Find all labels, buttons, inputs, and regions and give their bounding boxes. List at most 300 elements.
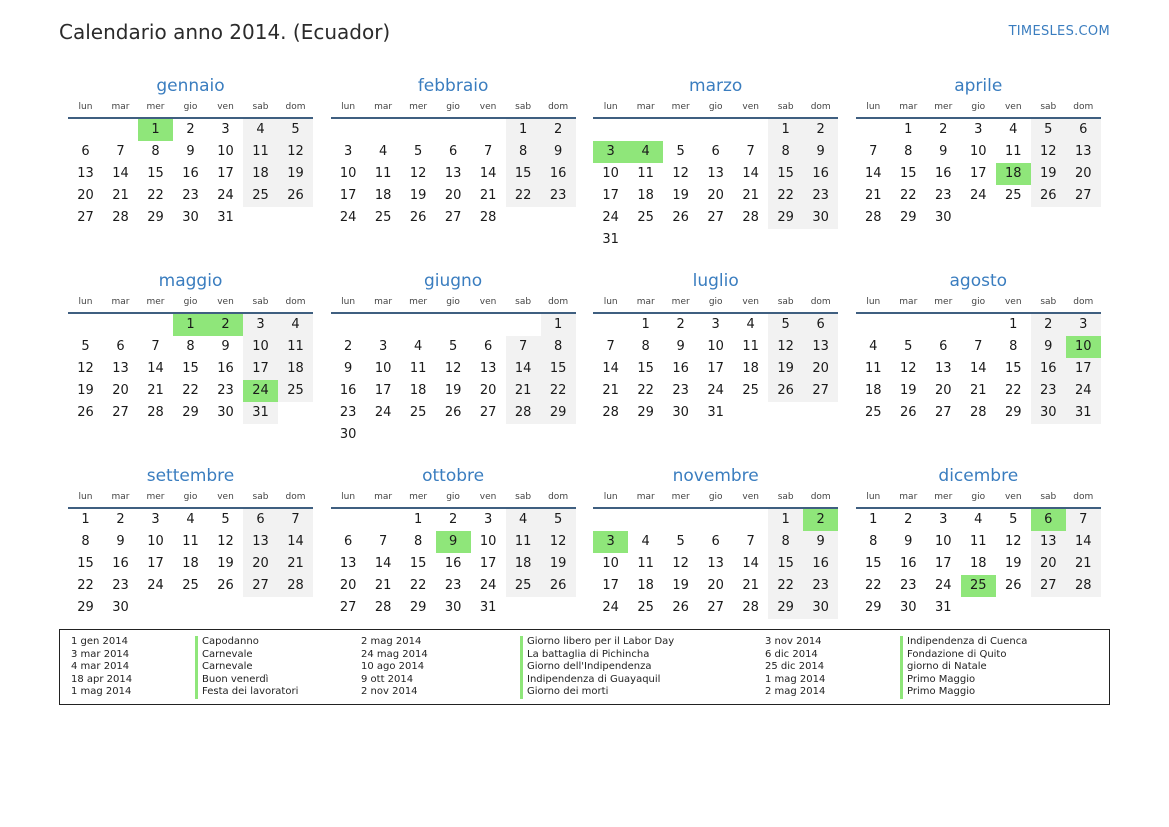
day-cell[interactable]: 11 bbox=[865, 361, 882, 376]
day-cell[interactable]: 7 bbox=[746, 144, 755, 159]
day-cell[interactable]: 24 bbox=[602, 210, 619, 225]
day-cell[interactable]: 5 bbox=[221, 512, 230, 527]
day-cell[interactable]: 30 bbox=[339, 427, 357, 442]
day-cell[interactable]: 8 bbox=[904, 144, 913, 159]
day-cell[interactable]: 6 bbox=[803, 314, 838, 336]
day-cell[interactable]: 26 bbox=[541, 575, 576, 597]
day-cell[interactable]: 22 bbox=[77, 578, 94, 593]
day-cell[interactable]: 12 bbox=[444, 361, 462, 376]
day-cell[interactable]: 5 bbox=[81, 339, 90, 354]
day-cell[interactable]: 23 bbox=[217, 383, 234, 398]
day-cell[interactable]: 24 bbox=[602, 600, 619, 615]
day-cell[interactable]: 27 bbox=[444, 210, 462, 225]
day-cell[interactable]: 15 bbox=[541, 358, 576, 380]
day-cell[interactable]: 20 bbox=[243, 553, 278, 575]
day-cell[interactable]: 22 bbox=[637, 383, 654, 398]
day-cell[interactable]: 3 bbox=[974, 122, 983, 137]
day-cell[interactable]: 3 bbox=[151, 512, 160, 527]
holiday-day-cell[interactable]: 4 bbox=[628, 141, 663, 163]
day-cell[interactable]: 3 bbox=[378, 339, 388, 354]
day-cell[interactable]: 7 bbox=[869, 144, 878, 159]
day-cell[interactable]: 3 bbox=[711, 317, 720, 332]
day-cell[interactable]: 11 bbox=[970, 534, 987, 549]
day-cell[interactable]: 29 bbox=[1005, 405, 1022, 420]
day-cell[interactable]: 20 bbox=[444, 188, 462, 203]
day-cell[interactable]: 12 bbox=[672, 556, 689, 571]
day-cell[interactable]: 9 bbox=[1031, 336, 1066, 358]
day-cell[interactable]: 23 bbox=[935, 188, 952, 203]
day-cell[interactable]: 4 bbox=[506, 509, 541, 531]
day-cell[interactable]: 30 bbox=[182, 210, 199, 225]
day-cell[interactable]: 26 bbox=[672, 210, 689, 225]
day-cell[interactable]: 2 bbox=[803, 119, 838, 141]
day-cell[interactable]: 14 bbox=[278, 531, 313, 553]
day-cell[interactable]: 15 bbox=[865, 556, 882, 571]
day-cell[interactable]: 15 bbox=[182, 361, 199, 376]
day-cell[interactable]: 31 bbox=[479, 600, 497, 615]
day-cell[interactable]: 20 bbox=[935, 383, 952, 398]
day-cell[interactable]: 25 bbox=[278, 380, 313, 402]
day-cell[interactable]: 29 bbox=[77, 600, 94, 615]
day-cell[interactable]: 7 bbox=[483, 144, 493, 159]
day-cell[interactable]: 3 bbox=[939, 512, 948, 527]
day-cell[interactable]: 1 bbox=[413, 512, 423, 527]
day-cell[interactable]: 10 bbox=[479, 534, 497, 549]
day-cell[interactable]: 16 bbox=[444, 556, 462, 571]
day-cell[interactable]: 26 bbox=[77, 405, 94, 420]
day-cell[interactable]: 31 bbox=[217, 210, 234, 225]
day-cell[interactable]: 23 bbox=[112, 578, 129, 593]
day-cell[interactable]: 22 bbox=[409, 578, 427, 593]
day-cell[interactable]: 4 bbox=[869, 339, 878, 354]
day-cell[interactable]: 12 bbox=[768, 336, 803, 358]
day-cell[interactable]: 11 bbox=[278, 336, 313, 358]
day-cell[interactable]: 10 bbox=[243, 336, 278, 358]
day-cell[interactable]: 30 bbox=[803, 597, 838, 619]
day-cell[interactable]: 17 bbox=[707, 361, 724, 376]
day-cell[interactable]: 19 bbox=[672, 578, 689, 593]
day-cell[interactable]: 16 bbox=[217, 361, 234, 376]
holiday-day-cell[interactable]: 1 bbox=[173, 314, 208, 336]
day-cell[interactable]: 29 bbox=[182, 405, 199, 420]
day-cell[interactable]: 12 bbox=[541, 531, 576, 553]
day-cell[interactable]: 7 bbox=[506, 336, 541, 358]
day-cell[interactable]: 2 bbox=[186, 122, 195, 137]
day-cell[interactable]: 11 bbox=[182, 534, 199, 549]
day-cell[interactable]: 9 bbox=[803, 141, 838, 163]
day-cell[interactable]: 7 bbox=[1066, 509, 1101, 531]
day-cell[interactable]: 25 bbox=[637, 600, 654, 615]
day-cell[interactable]: 4 bbox=[378, 144, 388, 159]
day-cell[interactable]: 22 bbox=[900, 188, 917, 203]
day-cell[interactable]: 13 bbox=[112, 361, 129, 376]
day-cell[interactable]: 11 bbox=[409, 361, 427, 376]
day-cell[interactable]: 16 bbox=[935, 166, 952, 181]
day-cell[interactable]: 30 bbox=[444, 600, 462, 615]
day-cell[interactable]: 7 bbox=[116, 144, 125, 159]
day-cell[interactable]: 24 bbox=[970, 188, 987, 203]
day-cell[interactable]: 10 bbox=[602, 556, 619, 571]
day-cell[interactable]: 27 bbox=[339, 600, 357, 615]
day-cell[interactable]: 1 bbox=[1009, 317, 1018, 332]
brand-link[interactable]: TIMESLES.COM bbox=[1008, 24, 1110, 39]
day-cell[interactable]: 26 bbox=[278, 185, 313, 207]
day-cell[interactable]: 13 bbox=[707, 166, 724, 181]
day-cell[interactable]: 7 bbox=[151, 339, 160, 354]
day-cell[interactable]: 21 bbox=[970, 383, 987, 398]
day-cell[interactable]: 2 bbox=[541, 119, 576, 141]
day-cell[interactable]: 14 bbox=[112, 166, 129, 181]
day-cell[interactable]: 27 bbox=[803, 380, 838, 402]
day-cell[interactable]: 1 bbox=[641, 317, 650, 332]
day-cell[interactable]: 30 bbox=[217, 405, 234, 420]
day-cell[interactable]: 27 bbox=[935, 405, 952, 420]
day-cell[interactable]: 16 bbox=[900, 556, 917, 571]
day-cell[interactable]: 19 bbox=[541, 553, 576, 575]
day-cell[interactable]: 4 bbox=[641, 534, 650, 549]
day-cell[interactable]: 23 bbox=[339, 405, 357, 420]
day-cell[interactable]: 24 bbox=[707, 383, 724, 398]
day-cell[interactable]: 22 bbox=[182, 383, 199, 398]
day-cell[interactable]: 29 bbox=[865, 600, 882, 615]
day-cell[interactable]: 10 bbox=[217, 144, 234, 159]
day-cell[interactable]: 13 bbox=[479, 361, 497, 376]
day-cell[interactable]: 28 bbox=[112, 210, 129, 225]
day-cell[interactable]: 2 bbox=[1031, 314, 1066, 336]
day-cell[interactable]: 20 bbox=[1031, 553, 1066, 575]
day-cell[interactable]: 16 bbox=[803, 163, 838, 185]
day-cell[interactable]: 17 bbox=[602, 188, 619, 203]
day-cell[interactable]: 28 bbox=[742, 600, 759, 615]
holiday-day-cell[interactable]: 25 bbox=[961, 575, 996, 597]
day-cell[interactable]: 8 bbox=[186, 339, 195, 354]
day-cell[interactable]: 28 bbox=[374, 600, 392, 615]
day-cell[interactable]: 10 bbox=[707, 339, 724, 354]
day-cell[interactable]: 5 bbox=[676, 144, 685, 159]
day-cell[interactable]: 24 bbox=[935, 578, 952, 593]
day-cell[interactable]: 29 bbox=[900, 210, 917, 225]
day-cell[interactable]: 7 bbox=[278, 509, 313, 531]
day-cell[interactable]: 5 bbox=[904, 339, 913, 354]
day-cell[interactable]: 21 bbox=[865, 188, 882, 203]
day-cell[interactable]: 24 bbox=[479, 578, 497, 593]
day-cell[interactable]: 16 bbox=[112, 556, 129, 571]
day-cell[interactable]: 25 bbox=[506, 575, 541, 597]
day-cell[interactable]: 4 bbox=[974, 512, 983, 527]
day-cell[interactable]: 26 bbox=[672, 600, 689, 615]
day-cell[interactable]: 23 bbox=[444, 578, 462, 593]
day-cell[interactable]: 17 bbox=[602, 578, 619, 593]
day-cell[interactable]: 24 bbox=[217, 188, 234, 203]
day-cell[interactable]: 16 bbox=[541, 163, 576, 185]
day-cell[interactable]: 20 bbox=[707, 578, 724, 593]
day-cell[interactable]: 20 bbox=[803, 358, 838, 380]
day-cell[interactable]: 30 bbox=[672, 405, 689, 420]
day-cell[interactable]: 3 bbox=[343, 144, 353, 159]
day-cell[interactable]: 18 bbox=[742, 361, 759, 376]
day-cell[interactable]: 27 bbox=[77, 210, 94, 225]
holiday-day-cell[interactable]: 24 bbox=[243, 380, 278, 402]
day-cell[interactable]: 23 bbox=[1031, 380, 1066, 402]
day-cell[interactable]: 2 bbox=[116, 512, 125, 527]
day-cell[interactable]: 28 bbox=[506, 402, 541, 424]
day-cell[interactable]: 22 bbox=[768, 185, 803, 207]
day-cell[interactable]: 30 bbox=[1031, 402, 1066, 424]
day-cell[interactable]: 8 bbox=[506, 141, 541, 163]
day-cell[interactable]: 18 bbox=[637, 188, 654, 203]
day-cell[interactable]: 28 bbox=[865, 210, 882, 225]
day-cell[interactable]: 21 bbox=[1066, 553, 1101, 575]
day-cell[interactable]: 8 bbox=[869, 534, 878, 549]
day-cell[interactable]: 27 bbox=[112, 405, 129, 420]
day-cell[interactable]: 15 bbox=[900, 166, 917, 181]
day-cell[interactable]: 15 bbox=[768, 163, 803, 185]
day-cell[interactable]: 31 bbox=[602, 232, 619, 247]
day-cell[interactable]: 14 bbox=[1066, 531, 1101, 553]
day-cell[interactable]: 29 bbox=[637, 405, 654, 420]
day-cell[interactable]: 12 bbox=[77, 361, 94, 376]
day-cell[interactable]: 18 bbox=[374, 188, 392, 203]
day-cell[interactable]: 26 bbox=[1031, 185, 1066, 207]
day-cell[interactable]: 11 bbox=[243, 141, 278, 163]
day-cell[interactable]: 25 bbox=[865, 405, 882, 420]
day-cell[interactable]: 24 bbox=[374, 405, 392, 420]
day-cell[interactable]: 12 bbox=[1031, 141, 1066, 163]
day-cell[interactable]: 21 bbox=[147, 383, 164, 398]
day-cell[interactable]: 31 bbox=[707, 405, 724, 420]
day-cell[interactable]: 13 bbox=[1031, 531, 1066, 553]
day-cell[interactable]: 6 bbox=[1066, 119, 1101, 141]
day-cell[interactable]: 30 bbox=[112, 600, 129, 615]
day-cell[interactable]: 10 bbox=[339, 166, 357, 181]
day-cell[interactable]: 4 bbox=[243, 119, 278, 141]
day-cell[interactable]: 20 bbox=[339, 578, 357, 593]
day-cell[interactable]: 30 bbox=[803, 207, 838, 229]
day-cell[interactable]: 10 bbox=[935, 534, 952, 549]
day-cell[interactable]: 19 bbox=[672, 188, 689, 203]
day-cell[interactable]: 12 bbox=[278, 141, 313, 163]
day-cell[interactable]: 13 bbox=[935, 361, 952, 376]
day-cell[interactable]: 14 bbox=[147, 361, 164, 376]
day-cell[interactable]: 9 bbox=[904, 534, 913, 549]
day-cell[interactable]: 1 bbox=[541, 314, 576, 336]
day-cell[interactable]: 27 bbox=[707, 210, 724, 225]
day-cell[interactable]: 17 bbox=[1066, 358, 1101, 380]
day-cell[interactable]: 19 bbox=[1031, 163, 1066, 185]
day-cell[interactable]: 5 bbox=[1031, 119, 1066, 141]
day-cell[interactable]: 18 bbox=[506, 553, 541, 575]
day-cell[interactable]: 7 bbox=[746, 534, 755, 549]
day-cell[interactable]: 9 bbox=[541, 141, 576, 163]
day-cell[interactable]: 14 bbox=[602, 361, 619, 376]
day-cell[interactable]: 7 bbox=[606, 339, 615, 354]
day-cell[interactable]: 25 bbox=[182, 578, 199, 593]
day-cell[interactable]: 29 bbox=[768, 597, 803, 619]
day-cell[interactable]: 17 bbox=[374, 383, 392, 398]
day-cell[interactable]: 5 bbox=[278, 119, 313, 141]
day-cell[interactable]: 6 bbox=[711, 534, 720, 549]
day-cell[interactable]: 11 bbox=[637, 556, 654, 571]
holiday-day-cell[interactable]: 10 bbox=[1066, 336, 1101, 358]
holiday-day-cell[interactable]: 3 bbox=[593, 531, 628, 553]
day-cell[interactable]: 23 bbox=[803, 185, 838, 207]
day-cell[interactable]: 6 bbox=[116, 339, 125, 354]
day-cell[interactable]: 17 bbox=[217, 166, 234, 181]
day-cell[interactable]: 6 bbox=[711, 144, 720, 159]
day-cell[interactable]: 23 bbox=[803, 575, 838, 597]
day-cell[interactable]: 3 bbox=[243, 314, 278, 336]
day-cell[interactable]: 16 bbox=[1031, 358, 1066, 380]
day-cell[interactable]: 16 bbox=[803, 553, 838, 575]
day-cell[interactable]: 16 bbox=[339, 383, 357, 398]
holiday-day-cell[interactable]: 2 bbox=[208, 314, 243, 336]
day-cell[interactable]: 27 bbox=[1031, 575, 1066, 597]
day-cell[interactable]: 23 bbox=[182, 188, 199, 203]
day-cell[interactable]: 21 bbox=[278, 553, 313, 575]
day-cell[interactable]: 21 bbox=[506, 380, 541, 402]
day-cell[interactable]: 19 bbox=[900, 383, 917, 398]
day-cell[interactable]: 27 bbox=[707, 600, 724, 615]
day-cell[interactable]: 13 bbox=[77, 166, 94, 181]
day-cell[interactable]: 4 bbox=[1009, 122, 1018, 137]
day-cell[interactable]: 24 bbox=[1066, 380, 1101, 402]
day-cell[interactable]: 2 bbox=[904, 512, 913, 527]
day-cell[interactable]: 8 bbox=[151, 144, 160, 159]
day-cell[interactable]: 26 bbox=[409, 210, 427, 225]
day-cell[interactable]: 24 bbox=[339, 210, 357, 225]
day-cell[interactable]: 15 bbox=[637, 361, 654, 376]
day-cell[interactable]: 28 bbox=[1066, 575, 1101, 597]
day-cell[interactable]: 13 bbox=[707, 556, 724, 571]
day-cell[interactable]: 22 bbox=[147, 188, 164, 203]
day-cell[interactable]: 26 bbox=[1005, 578, 1022, 593]
day-cell[interactable]: 19 bbox=[444, 383, 462, 398]
day-cell[interactable]: 10 bbox=[374, 361, 392, 376]
day-cell[interactable]: 4 bbox=[186, 512, 195, 527]
day-cell[interactable]: 29 bbox=[147, 210, 164, 225]
day-cell[interactable]: 4 bbox=[278, 314, 313, 336]
day-cell[interactable]: 22 bbox=[506, 185, 541, 207]
day-cell[interactable]: 23 bbox=[541, 185, 576, 207]
day-cell[interactable]: 9 bbox=[676, 339, 685, 354]
day-cell[interactable]: 21 bbox=[374, 578, 392, 593]
day-cell[interactable]: 2 bbox=[939, 122, 948, 137]
day-cell[interactable]: 11 bbox=[742, 339, 759, 354]
day-cell[interactable]: 5 bbox=[676, 534, 685, 549]
day-cell[interactable]: 25 bbox=[637, 210, 654, 225]
day-cell[interactable]: 15 bbox=[409, 556, 427, 571]
day-cell[interactable]: 10 bbox=[147, 534, 164, 549]
day-cell[interactable]: 21 bbox=[479, 188, 497, 203]
day-cell[interactable]: 28 bbox=[742, 210, 759, 225]
day-cell[interactable]: 18 bbox=[182, 556, 199, 571]
day-cell[interactable]: 9 bbox=[803, 531, 838, 553]
day-cell[interactable]: 19 bbox=[77, 383, 94, 398]
day-cell[interactable]: 8 bbox=[413, 534, 423, 549]
day-cell[interactable]: 1 bbox=[768, 509, 803, 531]
day-cell[interactable]: 6 bbox=[939, 339, 948, 354]
day-cell[interactable]: 1 bbox=[81, 512, 90, 527]
day-cell[interactable]: 8 bbox=[641, 339, 650, 354]
day-cell[interactable]: 4 bbox=[413, 339, 423, 354]
day-cell[interactable]: 11 bbox=[374, 166, 392, 181]
day-cell[interactable]: 15 bbox=[1005, 361, 1022, 376]
day-cell[interactable]: 20 bbox=[112, 383, 129, 398]
day-cell[interactable]: 24 bbox=[147, 578, 164, 593]
day-cell[interactable]: 2 bbox=[343, 339, 353, 354]
day-cell[interactable]: 7 bbox=[974, 339, 983, 354]
day-cell[interactable]: 1 bbox=[768, 119, 803, 141]
day-cell[interactable]: 20 bbox=[1066, 163, 1101, 185]
day-cell[interactable]: 13 bbox=[803, 336, 838, 358]
day-cell[interactable]: 12 bbox=[217, 534, 234, 549]
day-cell[interactable]: 12 bbox=[900, 361, 917, 376]
day-cell[interactable]: 18 bbox=[970, 556, 987, 571]
day-cell[interactable]: 18 bbox=[865, 383, 882, 398]
day-cell[interactable]: 30 bbox=[900, 600, 917, 615]
day-cell[interactable]: 19 bbox=[217, 556, 234, 571]
day-cell[interactable]: 21 bbox=[742, 188, 759, 203]
day-cell[interactable]: 27 bbox=[479, 405, 497, 420]
day-cell[interactable]: 8 bbox=[1009, 339, 1018, 354]
day-cell[interactable]: 9 bbox=[343, 361, 353, 376]
day-cell[interactable]: 14 bbox=[742, 166, 759, 181]
day-cell[interactable]: 30 bbox=[935, 210, 952, 225]
day-cell[interactable]: 21 bbox=[742, 578, 759, 593]
day-cell[interactable]: 3 bbox=[483, 512, 493, 527]
holiday-day-cell[interactable]: 2 bbox=[803, 509, 838, 531]
day-cell[interactable]: 15 bbox=[147, 166, 164, 181]
day-cell[interactable]: 8 bbox=[81, 534, 90, 549]
day-cell[interactable]: 17 bbox=[479, 556, 497, 571]
day-cell[interactable]: 16 bbox=[182, 166, 199, 181]
day-cell[interactable]: 20 bbox=[77, 188, 94, 203]
day-cell[interactable]: 17 bbox=[147, 556, 164, 571]
day-cell[interactable]: 5 bbox=[541, 509, 576, 531]
day-cell[interactable]: 6 bbox=[343, 534, 353, 549]
day-cell[interactable]: 13 bbox=[243, 531, 278, 553]
day-cell[interactable]: 4 bbox=[746, 317, 755, 332]
day-cell[interactable]: 14 bbox=[506, 358, 541, 380]
day-cell[interactable]: 19 bbox=[768, 358, 803, 380]
day-cell[interactable]: 14 bbox=[865, 166, 882, 181]
day-cell[interactable]: 22 bbox=[865, 578, 882, 593]
day-cell[interactable]: 2 bbox=[448, 512, 458, 527]
holiday-day-cell[interactable]: 3 bbox=[593, 141, 628, 163]
day-cell[interactable]: 29 bbox=[409, 600, 427, 615]
day-cell[interactable]: 11 bbox=[506, 531, 541, 553]
day-cell[interactable]: 14 bbox=[970, 361, 987, 376]
day-cell[interactable]: 31 bbox=[935, 600, 952, 615]
day-cell[interactable]: 28 bbox=[970, 405, 987, 420]
day-cell[interactable]: 19 bbox=[409, 188, 427, 203]
day-cell[interactable]: 28 bbox=[479, 210, 497, 225]
day-cell[interactable]: 9 bbox=[116, 534, 125, 549]
day-cell[interactable]: 31 bbox=[243, 402, 278, 424]
day-cell[interactable]: 17 bbox=[243, 358, 278, 380]
day-cell[interactable]: 23 bbox=[900, 578, 917, 593]
day-cell[interactable]: 14 bbox=[479, 166, 497, 181]
day-cell[interactable]: 13 bbox=[444, 166, 462, 181]
day-cell[interactable]: 29 bbox=[541, 402, 576, 424]
day-cell[interactable]: 14 bbox=[374, 556, 392, 571]
day-cell[interactable]: 5 bbox=[768, 314, 803, 336]
day-cell[interactable]: 1 bbox=[869, 512, 878, 527]
day-cell[interactable]: 12 bbox=[672, 166, 689, 181]
day-cell[interactable]: 20 bbox=[707, 188, 724, 203]
day-cell[interactable]: 9 bbox=[221, 339, 230, 354]
day-cell[interactable]: 3 bbox=[1066, 314, 1101, 336]
